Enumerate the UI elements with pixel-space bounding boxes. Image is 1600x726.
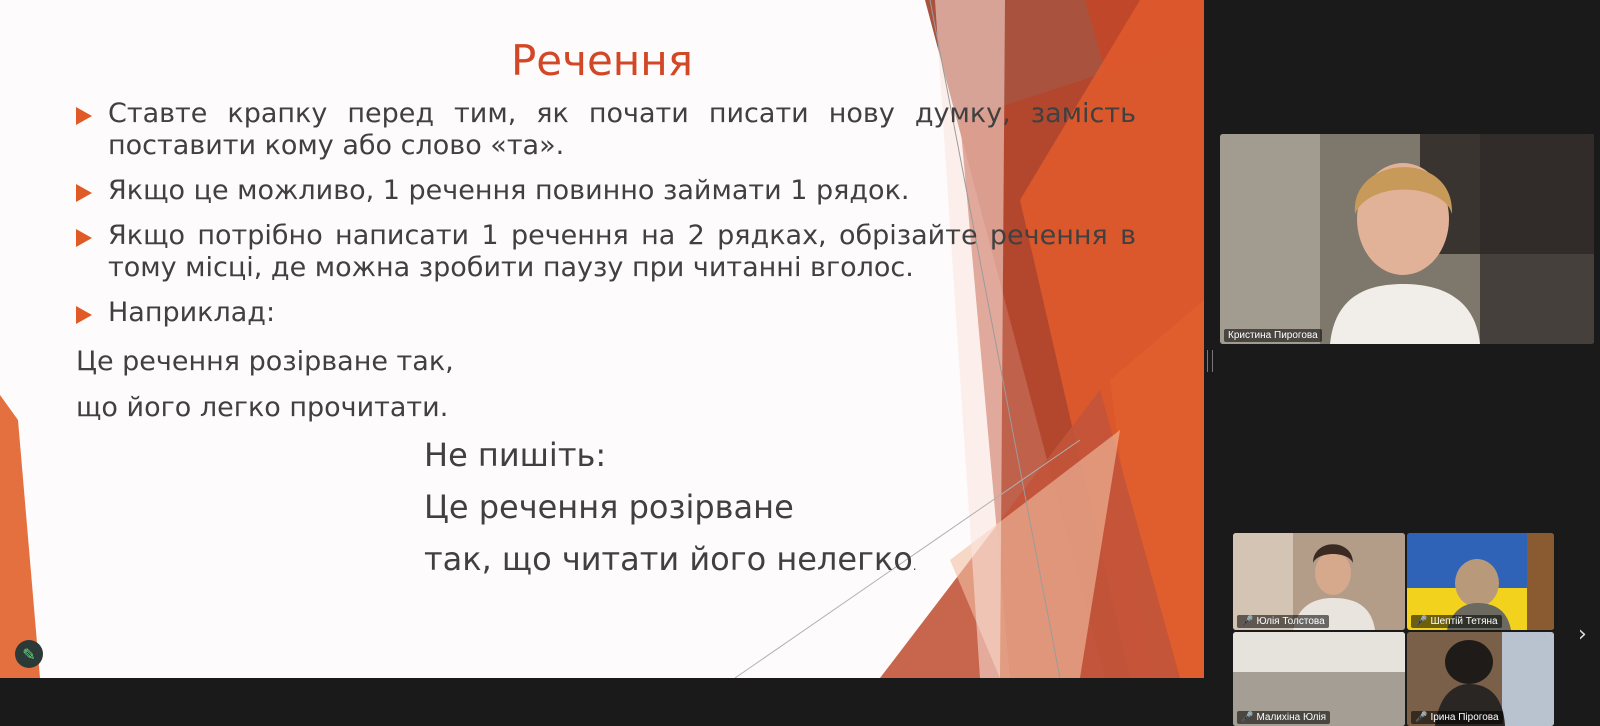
video-tile[interactable] [1407, 533, 1554, 630]
bullet-item [76, 175, 1136, 207]
panel-splitter-handle[interactable] [1207, 350, 1213, 372]
bullet-text: Якщо це можливо, 1 речення повинно займати 1 рядок. [108, 175, 910, 206]
bullet-text: Якщо потрібно написати 1 речення на 2 рядках, обрізайте речення в тому місці, де можна зробити паузу при читанні вголос. [108, 220, 1136, 283]
mic-muted-icon: 🎤 [1415, 712, 1428, 723]
example-bad-line [424, 540, 917, 578]
participant-name: Малихіна Юлія [1256, 712, 1327, 723]
mic-muted-icon: 🎤 [1241, 616, 1254, 627]
example-bad-tail: . [912, 559, 917, 573]
example-bad-text: так, що читати його нелегко [424, 540, 913, 578]
bullet-text: Наприклад: [108, 297, 276, 328]
bullet-arrow-icon [76, 184, 92, 202]
participant-label [1411, 711, 1503, 724]
bullet-item [76, 220, 1136, 284]
mic-muted-icon: 🎤 [1415, 616, 1428, 627]
participant-name: Юлія Толстова [1256, 616, 1325, 627]
bullet-arrow-icon [76, 107, 92, 125]
participant-label [1237, 711, 1330, 724]
chevron-right-icon[interactable]: › [1578, 622, 1587, 647]
bullet-item [76, 98, 1136, 162]
video-tile-speaker[interactable] [1220, 134, 1594, 344]
bullet-text: Ставте крапку перед тим, як почати писати нову думку, замість поставити кому або слово «та». [108, 98, 1136, 161]
mic-muted-icon: 🎤 [1241, 712, 1254, 723]
bullet-arrow-icon [76, 229, 92, 247]
video-tile[interactable] [1233, 632, 1405, 726]
video-tile[interactable] [1233, 533, 1405, 630]
bullet-item [76, 297, 1136, 329]
participant-label [1237, 615, 1329, 628]
speaker-video-illustration [1220, 134, 1594, 344]
example-good-line: Це речення розірване так, [76, 346, 454, 377]
example-good-line: що його легко прочитати. [76, 392, 449, 423]
participant-name: Шептій Тетяна [1430, 616, 1498, 627]
bullet-arrow-icon [76, 306, 92, 324]
participant-name: Ірина Пірогова [1430, 712, 1499, 723]
participant-name: Кристина Пирогова [1224, 329, 1322, 342]
participant-label [1411, 615, 1502, 628]
video-tile[interactable] [1407, 632, 1554, 726]
example-bad-line: Це речення розірване [424, 488, 794, 526]
example-bad-header: Не пишіть: [424, 436, 607, 474]
bullet-list [76, 98, 1136, 342]
slide-title: Речення [510, 36, 693, 85]
annotate-pen-icon[interactable]: ✎ [15, 640, 43, 668]
